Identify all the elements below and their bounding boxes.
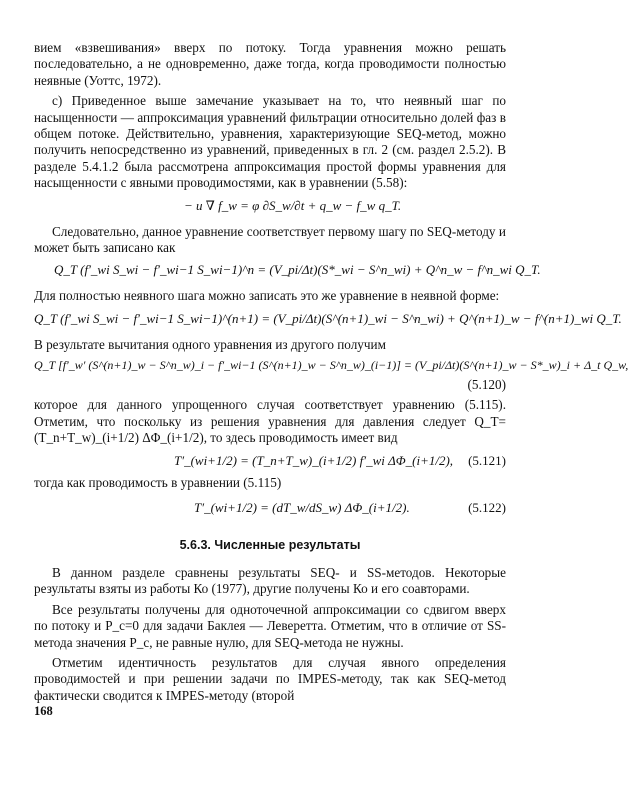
equation-6-text: T′_(wi+1/2) = (dT_w/dS_w) ΔΦ_(i+1/2). <box>194 499 410 515</box>
page-content <box>34 40 628 719</box>
paragraph-1: вием «взвешивания» вверх по потоку. Тогда уравнения можно решать последовательно, а не одновременно, даже тогда, когда проводимости полностью неявные (Уоттс, 1972). <box>34 40 506 88</box>
equation-1 <box>34 192 506 220</box>
equation-1-text: − u ∇ f_w = φ ∂S_w/∂t + q_w − f_w q_T. <box>184 197 402 213</box>
equation-4 <box>34 353 628 377</box>
equation-5-number: (5.121) <box>468 452 506 468</box>
paragraph-8: В данном разделе сравнены результаты SEQ- и SS-методов. Некоторые результаты взяты из работы Ко (1977), другие получены Ко и его соавторами. <box>34 564 506 597</box>
equation-6-number: (5.122) <box>468 499 506 515</box>
equation-3 <box>34 305 622 333</box>
equation-2-text: Q_T (f′_wi S_wi − f′_wi−1 S_wi−1)^n = (V_pi/Δt)(S*_wi − S^n_wi) + Q^n_w − f^n_wi Q_T. <box>54 262 541 278</box>
equation-4-text: Q_T [f′_w′ (S^(n+1)_w − S^n_w)_i − f′_wi−1 (S^(n+1)_w − S^n_w)_(i−1)] = (V_pi/Δt)(S^(n+1)_w − S*_w)_i + Δ_t Q_w, <box>34 358 628 373</box>
paragraph-10: Отметим идентичность результатов для случая явного определения проводимостей и при решении задачи по IMPES-методу, так как SEQ-метод фактически сводится к IMPES-методу (второй <box>34 654 506 703</box>
paragraph-3: Следовательно, данное уравнение соответствует первому шагу по SEQ-методу и может быть записано как <box>34 223 506 256</box>
equation-6 <box>34 491 506 525</box>
paragraph-6: которое для данного упрощенного случая соответствует уравнению (5.115). Отметим, что поскольку из решения уравнения для давления следует Q_T=(T_n+T_w)_(i+1/2) ΔΦ_(i+1/2), то здесь проводимость имеет вид <box>34 397 506 446</box>
equation-5 <box>34 447 506 475</box>
equation-3-text: Q_T (f′_wi S_wi − f′_wi−1 S_wi−1)^(n+1) = (V_pi/Δt)(S^(n+1)_wi − S^n_wi) + Q^(n+1)_w − f^(n+1)_wi Q_T. <box>34 310 622 326</box>
paragraph-7: тогда как проводимость в уравнении (5.115) <box>34 474 282 490</box>
paragraph-9: Все результаты получены для одноточечной аппроксимации со сдвигом вверх по потоку и P_c=0 для задачи Баклея — Леверетта. Отметим, что в отличие от SS-метода значения P_c, не равные нулю, для SEQ-метода не нужны. <box>34 601 506 650</box>
section-title: 5.6.3. Численные результаты <box>179 537 361 552</box>
equation-2 <box>34 256 541 284</box>
paragraph-2: с) Приведенное выше замечание указывает на то, что неявный шаг по насыщенности — аппроксимация уравнений фильтрации относительно долей фаз в общем потоке. Действительно, уравнения, характеризующие SEQ-метод, можно получить непосредственно из уравнений, приведенных в гл. 2 (см. раздел 2.5.2). В разделе 5.4.1.2 была рассмотрена аппроксимация простой формы уравнения для насыщенности с явными проводимостями, как в уравнении (5.58): <box>34 93 506 191</box>
paragraph-4: Для полностью неявного шага можно записать это же уравнение в неявной форме: <box>34 288 500 304</box>
paragraph-5: В результате вычитания одного уравнения из другого получим <box>34 336 386 352</box>
page-number: 168 <box>34 704 53 719</box>
equation-5-text: T′_(wi+1/2) = (T_n+T_w)_(i+1/2) f′_wi ΔΦ_(i+1/2), <box>174 452 454 468</box>
equation-4-number: (5.120) <box>467 377 506 393</box>
